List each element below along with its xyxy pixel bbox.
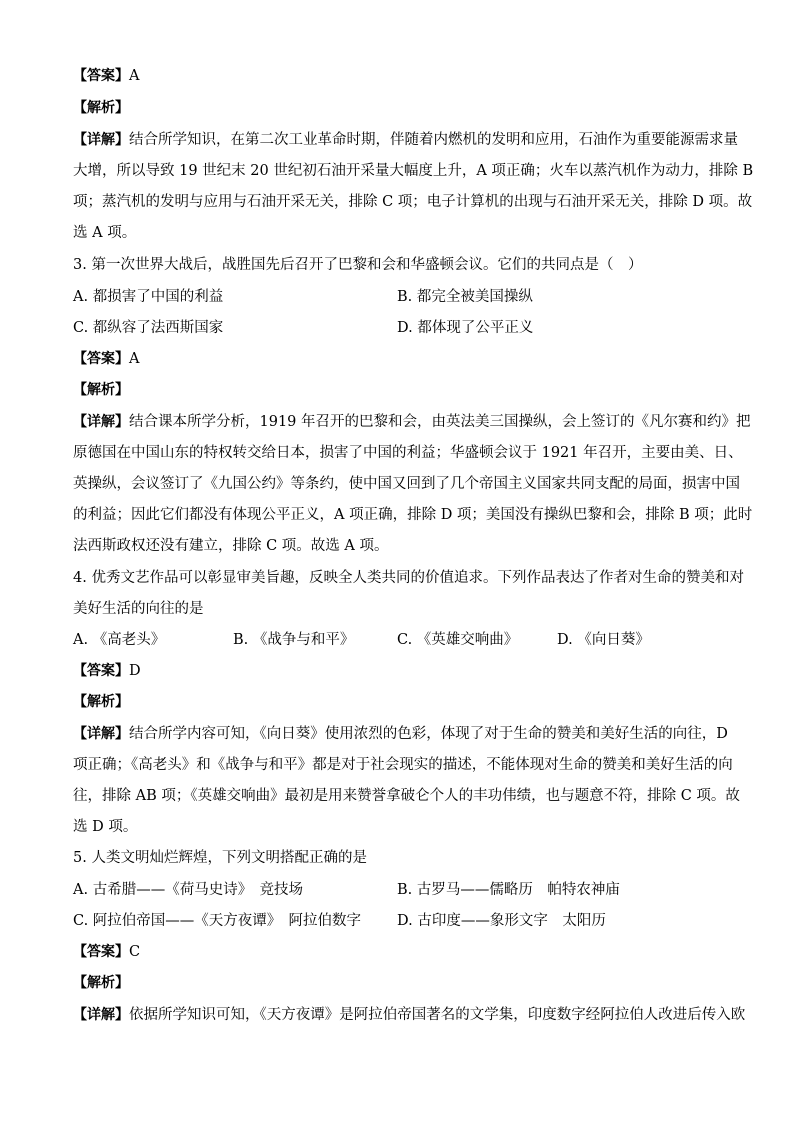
- q4-option-b: B. 《战争与和平》: [233, 632, 355, 648]
- q4-option-c: C. 《英雄交响曲》: [397, 632, 519, 648]
- detail-line: 选 D 项。: [73, 819, 138, 835]
- detail-line: 项正确；《高老头》和《战争与和平》都是对于社会现实的描述，不能体现对生命的赞美和美好生活的向: [73, 757, 733, 773]
- detail-tag: 【详解】: [73, 726, 129, 742]
- answer-line: [73, 661, 723, 681]
- analysis-heading: 【解析】: [73, 694, 129, 710]
- analysis-heading: 【解析】: [73, 100, 129, 116]
- question-5-stem: 5. 人类文明灿烂辉煌，下列文明搭配正确的是: [73, 850, 367, 866]
- q5-option-c: C. 阿拉伯帝国——《天方夜谭》 阿拉伯数字: [73, 913, 362, 929]
- question-4-stem: 美好生活的向往的是: [73, 601, 204, 617]
- question-4-stem: 4. 优秀文艺作品可以彰显审美旨趣，反映全人类共同的价值追求。下列作品表达了作者对生命的赞美和对: [73, 570, 744, 586]
- detail-line: 项；蒸汽机的发明与应用与石油开采无关，排除 C 项；电子计算机的出现与石油开采无关，排除 D 项。故: [73, 194, 753, 210]
- detail-line: 法西斯政权还没有建立，排除 C 项。故选 A 项。: [73, 538, 389, 554]
- detail-line: 选 A 项。: [73, 225, 137, 241]
- answer-tag: 【答案】: [73, 351, 129, 367]
- detail-line: 【详解】结合所学知识，在第二次工业革命时期，伴随着内燃机的发明和应用，石油作为重要能源需求量: [73, 132, 738, 148]
- answer-line: [73, 66, 723, 86]
- q5-option-a: A. 古希腊——《荷马史诗》 竞技场: [73, 882, 303, 898]
- answer-tag: 【答案】: [73, 663, 129, 679]
- q3-option-a: A. 都损害了中国的利益: [73, 289, 224, 305]
- detail-line: 往，排除 AB 项；《英雄交响曲》最初是用来赞誉拿破仑个人的丰功伟绩，也与题意不符，排除 C 项。故: [73, 788, 740, 804]
- answer-line: [73, 942, 723, 962]
- detail-line: 的利益；因此它们都没有体现公平正义，A 项正确，排除 D 项；美国没有操纵巴黎和会，排除 B 项；此时: [73, 507, 753, 523]
- detail-line: 【详解】结合所学内容可知，《向日葵》使用浓烈的色彩，体现了对于生命的赞美和美好生活的向往，D: [73, 726, 728, 742]
- q3-option-b: B. 都完全被美国操纵: [397, 289, 533, 305]
- detail-line: 大增，所以导致 19 世纪末 20 世纪初石油开采量大幅度上升，A 项正确；火车以蒸汽机作为动力，排除 B: [73, 163, 754, 179]
- analysis-heading: 【解析】: [73, 382, 129, 398]
- answer-value: A: [129, 68, 140, 84]
- detail-line: 【详解】结合课本所学分析，1919 年召开的巴黎和会，由英法美三国操纵，会上签订的《凡尔赛和约》把: [73, 414, 751, 430]
- q3-option-d: D. 都体现了公平正义: [397, 320, 534, 336]
- answer-tag: 【答案】: [73, 944, 129, 960]
- q5-option-d: D. 古印度——象形文字 太阳历: [397, 913, 606, 929]
- answer-tag: 【答案】: [73, 68, 129, 84]
- detail-line: 英操纵，会议签订了《九国公约》等条约，使中国又回到了几个帝国主义国家共同支配的局面，损害中国: [73, 476, 740, 492]
- q4-option-d: D. 《向日葵》: [557, 632, 650, 648]
- detail-tag: 【详解】: [73, 1007, 129, 1023]
- detail-line: 原德国在中国山东的特权转交给日本，损害了中国的利益；华盛顿会议于 1921 年召开，主要由美、日、: [73, 445, 743, 461]
- detail-tag: 【详解】: [73, 414, 129, 430]
- analysis-heading: 【解析】: [73, 975, 129, 991]
- question-3-stem: 3. 第一次世界大战后，战胜国先后召开了巴黎和会和华盛顿会议。它们的共同点是（ ）: [73, 257, 643, 273]
- answer-value: C: [129, 944, 141, 960]
- q4-option-a: A. 《高老头》: [73, 632, 166, 648]
- answer-value: D: [129, 663, 141, 679]
- q3-option-c: C. 都纵容了法西斯国家: [73, 320, 224, 336]
- detail-tag: 【详解】: [73, 132, 129, 148]
- answer-value: A: [129, 351, 140, 367]
- detail-line: 【详解】依据所学知识可知，《天方夜谭》是阿拉伯帝国著名的文学集，印度数字经阿拉伯人改进后传入欧: [73, 1007, 746, 1023]
- answer-line: [73, 349, 723, 369]
- q5-option-b: B. 古罗马——儒略历 帕特农神庙: [397, 882, 620, 898]
